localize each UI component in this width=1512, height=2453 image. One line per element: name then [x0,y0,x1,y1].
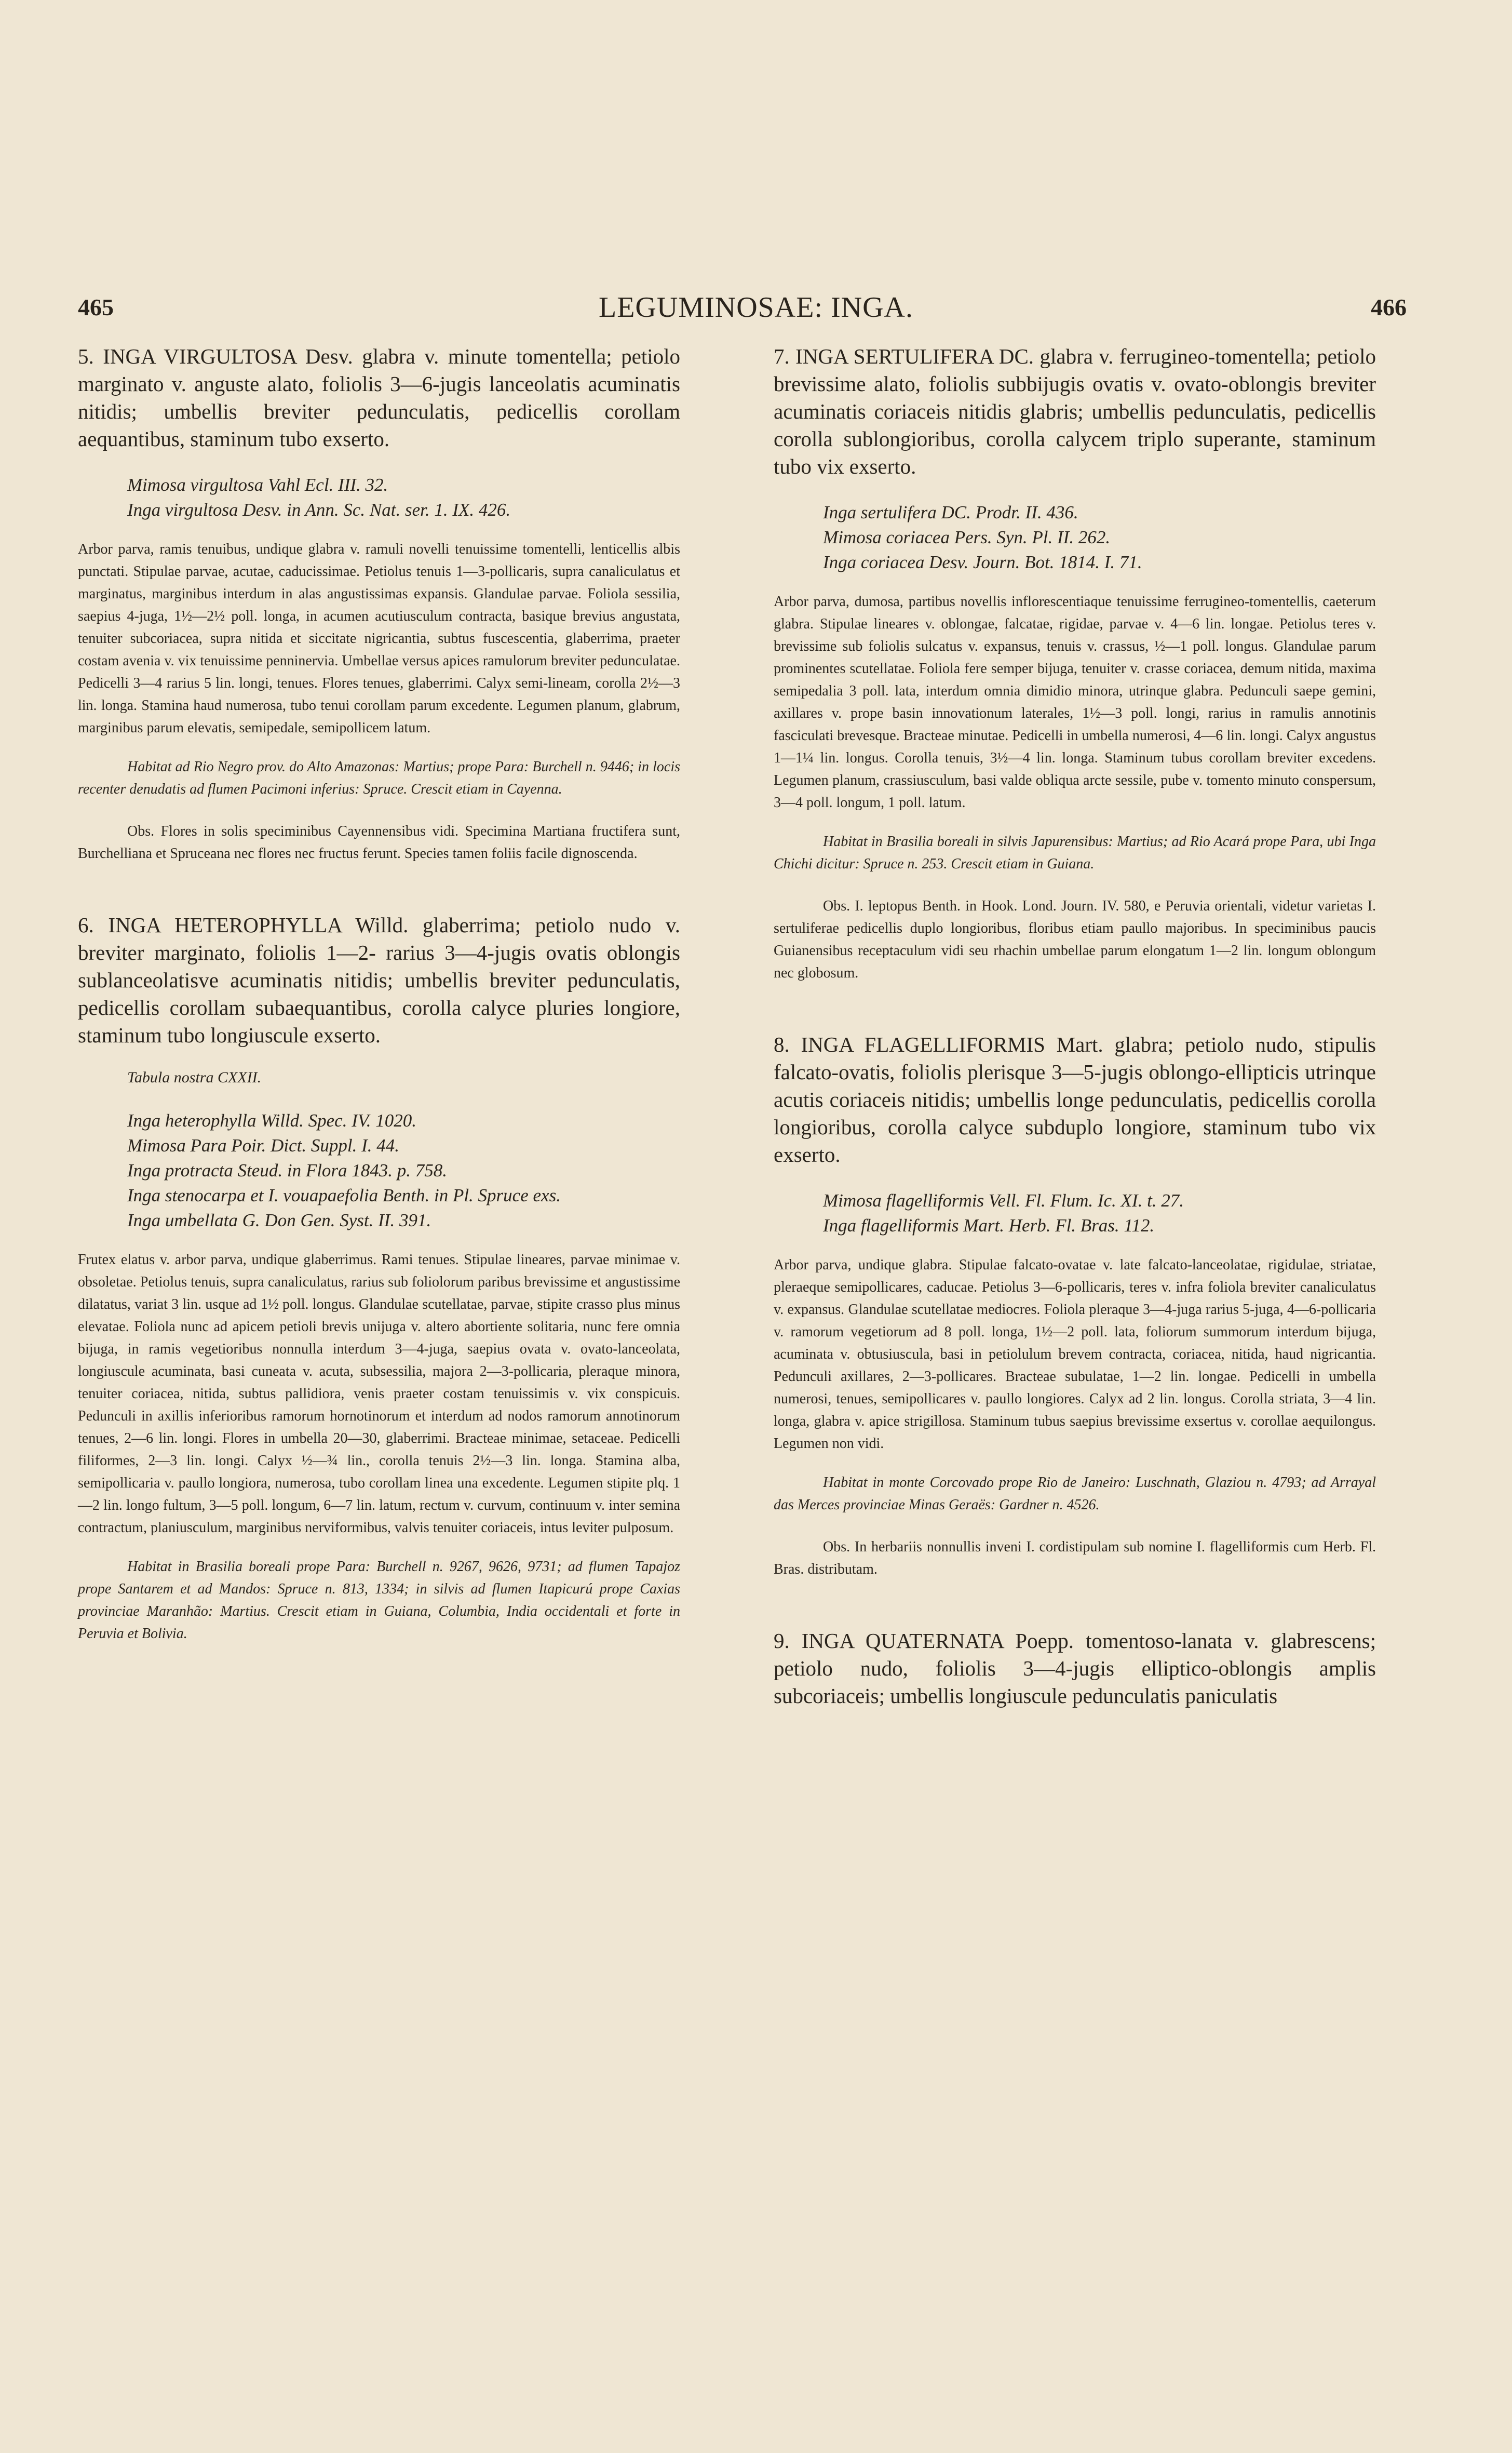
species-5-header: 5. INGA VIRGULTOSA Desv. glabra v. minute tomentella; petiolo marginato v. anguste alato, foliolis 3—6-jugis lanceolatis acuminatis nitidis; umbellis breviter pedunculatis, pedicellis corollam aequantibus, staminum tubo exserto. [78,344,680,451]
synonym: Mimosa virgultosa Vahl Ecl. III. 32. [127,475,388,495]
synonym: Inga virgultosa Desv. in Ann. Sc. Nat. ser. 1. IX. 426. [127,500,511,520]
species-5-description: Arbor parva, ramis tenuibus, undique glabra v. ramuli novelli tenuissime tomentelli, lenticellis albis punctati. Stipulae parvae, acutae, caducissimae. Petiolus tenuis 1—3-pollicaris, supra canaliculatus et marginatus, marginibus interdum in alas angustissimas expansis. Glandulae parvae. Foliola sessilia, saepius 4-juga, 1½—2½ poll. longa, in acumen acutiusculum contracta, basique brevius angustata, tenuiter subcoriacea, supra nitida et siccitate nigricantia, subtus fuscescentia, glaberrima, praeter costam avenia v. vix tenuissime penninervia. Umbellae versus apices ramulorum breviter pedunculatae. Pedicelli 3—4 rarius 5 lin. longi, tenues. Flores tenues, glaberrimi. Calyx semi-lineam, corolla 2½—3 lin. longa. Stamina haud numerosa, tubo tenui corollam parum excedente. Legumen planum, glabrum, marginibus parum elevatis, semipedale, semipollicem latum. [78,541,680,736]
synonym: Inga sertulifera DC. Prodr. II. 436. [823,502,1078,522]
species-7-synonyms [774,500,1376,575]
species-9-header: 9. INGA QUATERNATA Poepp. tomentoso-lanata v. glabrescens; petiolo nudo, foliolis 3—4-jugis elliptico-oblongis amplis subcoriaceis; umbellis longiuscule pedunculatis paniculatis [774,1629,1376,1708]
synonym: Mimosa flagelliformis Vell. Fl. Flum. Ic. XI. t. 27. [823,1190,1184,1211]
species-7-header: 7. INGA SERTULIFERA DC. glabra v. ferrugineo-tomentella; petiolo brevissime alato, foliolis subbijugis ovatis v. ovato-oblongis breviter acuminatis coriaceis nitidis glabris; umbellis pedunculatis, pedicellis corolla sublongioribus, corolla calycem triplo superante, staminum tubo vix exserto. [774,344,1376,478]
synonym: Inga stenocarpa et I. vouapaefolia Benth. in Pl. Spruce exs. [127,1185,561,1205]
species-6-description: Frutex elatus v. arbor parva, undique glaberrimus. Rami tenues. Stipulae lineares, parvae minimae v. obsoletae. Petiolus tenuis, supra canaliculatus, rarius sub foliolorum paribus brevissime et angustissime dilatatus, variat 3 lin. usque ad 1½ poll. longus. Glandulae scutellatae, parvae, stipite crasso plus minus elevatae. Foliola nunc ad apicem petioli brevis unijuga v. altero abortiente solitaria, nunc fere omnia bijuga, in ramis vegetioribus nonnulla interdum 3—4-juga, saepius ovata v. ovato-lanceolata, longiuscule acuminata, basi cuneata v. acuta, subsessilia, majora 2—3-pollicaria, pleraque minora, tenuiter coriacea, nitida, subtus pallidiora, venis praeter costam tenuissimis v. vix conspicuis. Pedunculi in axillis inferioribus ramorum hornotinorum et interdum ad nodos ramorum annotinorum tenues, 2—6 lin. longi. Flores in umbella 20—30, glaberrimi. Bracteae minimae, setaceae. Pedicelli filiformes, 2—3 lin. longi. Calyx ½—¾ lin., corolla tenuis 2½—3 lin. longa. Stamina alba, semipollicaria v. paullo longiora, numerosa, tubo corollam linea una excedente. Legumen stipite plq. 1—2 lin. longo fultum, 3—5 poll. longum, 6—7 lin. latum, rectum v. curvum, continuum v. inter semina contractum, planiusculum, marginibus nerviformibus, valvis tenuiter coriaceis, intus leviter pulposum. [78,1252,680,1536]
synonym: Inga heterophylla Willd. Spec. IV. 1020. [127,1110,416,1131]
synonym: Mimosa coriacea Pers. Syn. Pl. II. 262. [823,527,1111,547]
species-6-plate: Tabula nostra CXXII. [127,1069,262,1086]
synonym: Inga protracta Steud. in Flora 1843. p. 758. [127,1160,448,1181]
left-column [78,343,680,1665]
right-column [774,343,1376,1730]
species-7-observation: Obs. I. leptopus Benth. in Hook. Lond. Journ. IV. 580, e Peruvia orientali, videtur varietas I. sertuliferae pedicellis duplo longioribus, floribus etiam paullo majoribus. In speciminibus paucis Guianensibus receptaculum vidi seu rhachin umbellae parum elongatum 1—2 lin. longum oblongum nec globosum. [774,898,1376,981]
species-8-description: Arbor parva, undique glabra. Stipulae falcato-ovatae v. late falcato-lanceolatae, rigidulae, striatae, pleraeque semipollicares, caducae. Petiolus 3—6-pollicaris, teres v. infra foliola breviter canaliculatus v. expansus. Glandulae scutellatae mediocres. Foliola pleraque 3—4-juga rarius 5-juga, 4—6-pollicaria v. ramorum vegetiorum ad 8 poll. longa, 1½—2 poll. lata, foliorum summorum interdum bijuga, acuminata v. obtusiuscula, basi in petiolulum brevem contracta, coriacea, nitida, haud nigricantia. Pedunculi axillares, 2—3-pollicares. Bracteae subulatae, 1—2 lin. longae. Pedicelli in umbella numerosi, tenues, semipollicares v. paullo longiores. Calyx ad 2 lin. longus. Corolla striata, 3—4 lin. longa, glabra v. apice strigillosa. Staminum tubus saepius brevissime exsertus v. corollae aequilongus. Legumen non vidi. [774,1257,1376,1452]
species-8-habitat: Habitat in monte Corcovado prope Rio de Janeiro: Luschnath, Glaziou n. 4793; ad Arrayal das Merces provinciae Minas Geraës: Gardner n. 4526. [774,1475,1376,1513]
synonym: Inga umbellata G. Don Gen. Syst. II. 391. [127,1210,431,1230]
species-7-habitat: Habitat in Brasilia boreali in silvis Japurensibus: Martius; ad Rio Acará prope Para, ubi Inga Chichi dicitur: Spruce n. 253. Crescit etiam in Guiana. [774,834,1376,872]
species-8-observation: Obs. In herbariis nonnullis inveni I. cordistipulam sub nomine I. flagelliformis cum Herb. Fl. Bras. distributam. [774,1539,1376,1577]
synonym: Mimosa Para Poir. Dict. Suppl. I. 44. [127,1135,400,1156]
page-number-right: 466 [1371,294,1407,320]
species-6-header: 6. INGA HETEROPHYLLA Willd. glaberrima; petiolo nudo v. breviter marginato, foliolis 1—2- rarius 3—4-jugis ovatis oblongis sublanceolatisve acuminatis nitidis; umbellis breviter pedunculatis, pedicellis corollam subaequantibus, corolla calyce pluries longiore, staminum tubo longiuscule exserto. [78,913,680,1047]
species-5-synonyms [78,473,680,522]
page-number-left: 465 [78,294,114,320]
synonym: Inga flagelliformis Mart. Herb. Fl. Bras. 112. [823,1215,1155,1236]
running-head: LEGUMINOSAE: INGA. [599,291,913,324]
species-8-synonyms [774,1188,1376,1238]
species-6-synonyms [78,1108,680,1233]
species-5-habitat: Habitat ad Rio Negro prov. do Alto Amazonas: Martius; prope Para: Burchell n. 9446; in locis recenter denudatis ad flumen Pacimoni inferius: Spruce. Crescit etiam in Cayenna. [78,759,680,797]
species-5-observation: Obs. Flores in solis speciminibus Cayennensibus vidi. Specimina Martiana fructifera sunt, Burchelliana et Spruceana nec flores nec fructus ferunt. Species tamen foliis facile dignoscenda. [78,823,680,862]
synonym: Inga coriacea Desv. Journ. Bot. 1814. I. 71. [823,552,1142,572]
species-7-description: Arbor parva, dumosa, partibus novellis inflorescentiaque tenuissime ferrugineo-tomentellis, caeterum glabra. Stipulae lineares v. oblongae, falcatae, rigidae, parvae v. 4—6 lin. longae. Petiolus teres v. brevissime sub foliolis sulcatus v. expansus, tenuis v. crassus, ½—1 poll. longus. Glandulae parum prominentes scutellatae. Foliola fere semper bijuga, tenuiter v. crasse coriacea, demum nitida, maxima semipedalia 3 poll. lata, interdum omnia dimidio minora, utrinque glabra. Pedunculi saepe gemini, axillares v. prope basin innovationum laterales, 1½—3 poll. longi, rarius in ramulis annotinis fasciculati brevesque. Bracteae minutae. Pedicelli in umbella numerosi, 4—6 lin. longi. Calyx angustus 1—1¼ lin. longus. Corolla tenuis, 3½—4 lin. longa. Staminum tubus corollam breviter excedens. Legumen planum, crassiusculum, basi valde obliqua arcte sessile, pube v. tomento minuto conspersum, 3—4 poll. longum, 1 poll. latum. [774,594,1376,811]
species-8-header: 8. INGA FLAGELLIFORMIS Mart. glabra; petiolo nudo, stipulis falcato-ovatis, foliolis plerisque 3—5-jugis oblongo-ellipticis utrinque acutis coriaceis nitidis; umbellis longe pedunculatis, pedicellis corolla longioribus, corolla calyce subduplo longiore, staminum tubo vix exserto. [774,1033,1376,1167]
species-6-habitat: Habitat in Brasilia boreali prope Para: Burchell n. 9267, 9626, 9731; ad flumen Tapajoz prope Santarem et ad Mandos: Spruce n. 813, 1334; in silvis ad flumen Itapicurú prope Caxias provinciae Maranhão: Martius. Crescit etiam in Guiana, Columbia, India occidentali et forte in Peruvia et Bolivia. [78,1559,680,1642]
